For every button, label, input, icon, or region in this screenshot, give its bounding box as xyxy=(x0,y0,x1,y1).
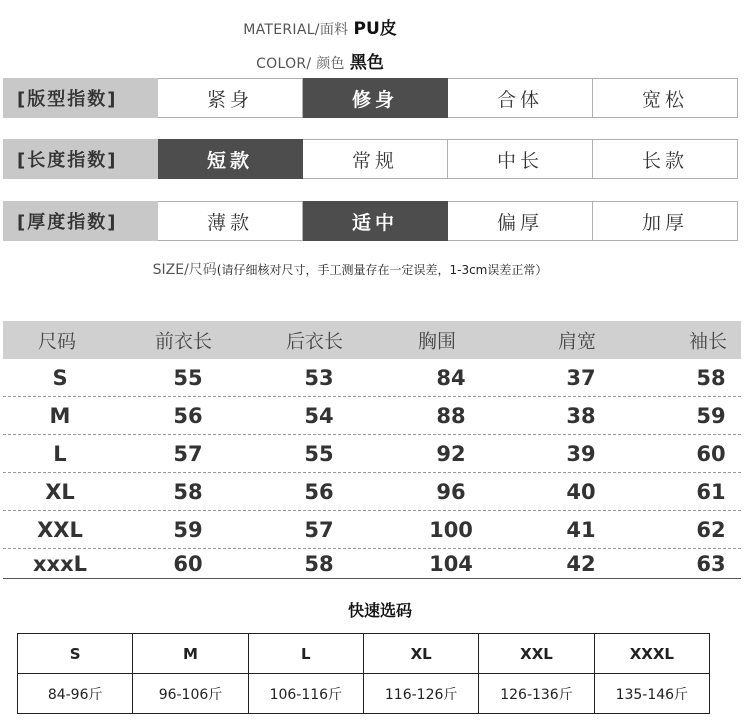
quick-select-title: 快速选码 xyxy=(347,601,412,620)
length-option: 长款 xyxy=(593,139,738,179)
size-table-cell: 57 xyxy=(173,441,203,466)
quick-weight-row xyxy=(18,674,710,714)
length-index-label: [长度指数] xyxy=(3,139,158,179)
length-option: 常规 xyxy=(303,139,448,179)
size-note-text: (请仔细核对尺寸，手工测量存在一定误差，1-3cm误差正常） xyxy=(216,263,548,277)
size-table-cell: 59 xyxy=(173,517,203,542)
thickness-option: 加厚 xyxy=(593,201,738,241)
size-table-cell: XL xyxy=(45,479,75,504)
size-table-cell: 62 xyxy=(696,517,726,542)
size-table-header xyxy=(3,321,741,359)
size-table-cell: M xyxy=(49,403,71,428)
thickness-option: 薄款 xyxy=(158,201,303,241)
size-table-cell: L xyxy=(53,441,67,466)
thickness-index-label: [厚度指数] xyxy=(3,201,158,241)
size-table-row xyxy=(3,397,741,435)
fit-index-row xyxy=(3,78,738,118)
fit-index-label: [版型指数] xyxy=(3,78,158,118)
size-table-cell: XXL xyxy=(37,517,83,542)
material-value: PU皮 xyxy=(353,19,397,39)
size-table-cell: 58 xyxy=(304,551,334,576)
quick-weight-cell: 126-136斤 xyxy=(479,674,594,714)
size-table-cell: 58 xyxy=(173,479,203,504)
quick-size-cell: XL xyxy=(363,634,478,674)
header-cell: 胸围 xyxy=(418,330,457,353)
thickness-option: 偏厚 xyxy=(448,201,593,241)
size-table-cell: 58 xyxy=(696,365,726,390)
size-table-row xyxy=(3,511,741,549)
material-label: MATERIAL/面料 xyxy=(243,22,349,38)
fit-option: 合体 xyxy=(448,78,593,118)
header-cell: 尺码 xyxy=(38,330,77,353)
size-note xyxy=(0,259,700,279)
fit-option: 修身 xyxy=(303,78,448,118)
quick-size-cell: S xyxy=(18,634,133,674)
size-note-label: SIZE/尺码 xyxy=(152,262,217,278)
length-index-row xyxy=(3,139,738,179)
size-table-cell: 39 xyxy=(566,441,596,466)
size-table-cell: 54 xyxy=(304,403,334,428)
size-table-cell: 60 xyxy=(173,551,203,576)
size-table-row xyxy=(3,359,741,397)
size-table-cell: 59 xyxy=(696,403,726,428)
thickness-option: 适中 xyxy=(303,201,448,241)
size-table-cell: 55 xyxy=(173,365,203,390)
size-table xyxy=(3,321,741,579)
quick-size-cell: L xyxy=(248,634,363,674)
quick-weight-cell: 84-96斤 xyxy=(18,674,133,714)
header-cell: 袖长 xyxy=(689,330,728,353)
quick-weight-cell: 96-106斤 xyxy=(133,674,248,714)
quick-weight-cell: 106-116斤 xyxy=(248,674,363,714)
quick-size-cell: XXXL xyxy=(594,634,709,674)
length-option: 中长 xyxy=(448,139,593,179)
size-table-cell: 42 xyxy=(566,551,596,576)
size-table-cell: 92 xyxy=(436,441,466,466)
quick-select-table xyxy=(17,633,710,714)
size-table-cell: 88 xyxy=(436,403,466,428)
length-option: 短款 xyxy=(158,139,303,179)
size-table-cell: 40 xyxy=(566,479,596,504)
size-table-cell: S xyxy=(52,365,68,390)
quick-size-cell: M xyxy=(133,634,248,674)
size-table-cell: 38 xyxy=(566,403,596,428)
size-table-cell: 37 xyxy=(566,365,596,390)
quick-weight-cell: 116-126斤 xyxy=(363,674,478,714)
material-line xyxy=(0,14,640,39)
size-table-row xyxy=(3,473,741,511)
color-line xyxy=(0,48,640,73)
thickness-index-row xyxy=(3,201,738,241)
color-value: 黑色 xyxy=(349,53,384,73)
fit-option: 紧身 xyxy=(158,78,303,118)
quick-size-row xyxy=(18,634,710,674)
quick-weight-cell: 135-146斤 xyxy=(594,674,709,714)
size-table-cell: 55 xyxy=(304,441,334,466)
header-cell: 肩宽 xyxy=(558,330,597,353)
size-table-cell: 56 xyxy=(304,479,334,504)
size-table-cell: 61 xyxy=(696,479,726,504)
size-table-row xyxy=(3,435,741,473)
fit-option: 宽松 xyxy=(593,78,738,118)
size-table-cell: 104 xyxy=(429,551,473,576)
size-table-cell: xxxL xyxy=(32,551,88,576)
size-table-cell: 56 xyxy=(173,403,203,428)
size-table-cell: 60 xyxy=(696,441,726,466)
size-table-cell: 53 xyxy=(304,365,334,390)
color-label: COLOR/ 颜色 xyxy=(256,56,345,72)
size-table-cell: 63 xyxy=(696,551,726,576)
size-table-cell: 41 xyxy=(566,517,596,542)
header-cell: 前衣长 xyxy=(155,330,213,353)
size-table-cell: 96 xyxy=(436,479,466,504)
size-table-cell: 84 xyxy=(436,365,466,390)
size-table-row xyxy=(3,549,741,579)
header-cell: 后衣长 xyxy=(286,330,344,353)
size-table-cell: 57 xyxy=(304,517,334,542)
size-table-cell: 100 xyxy=(429,517,473,542)
quick-size-cell: XXL xyxy=(479,634,594,674)
